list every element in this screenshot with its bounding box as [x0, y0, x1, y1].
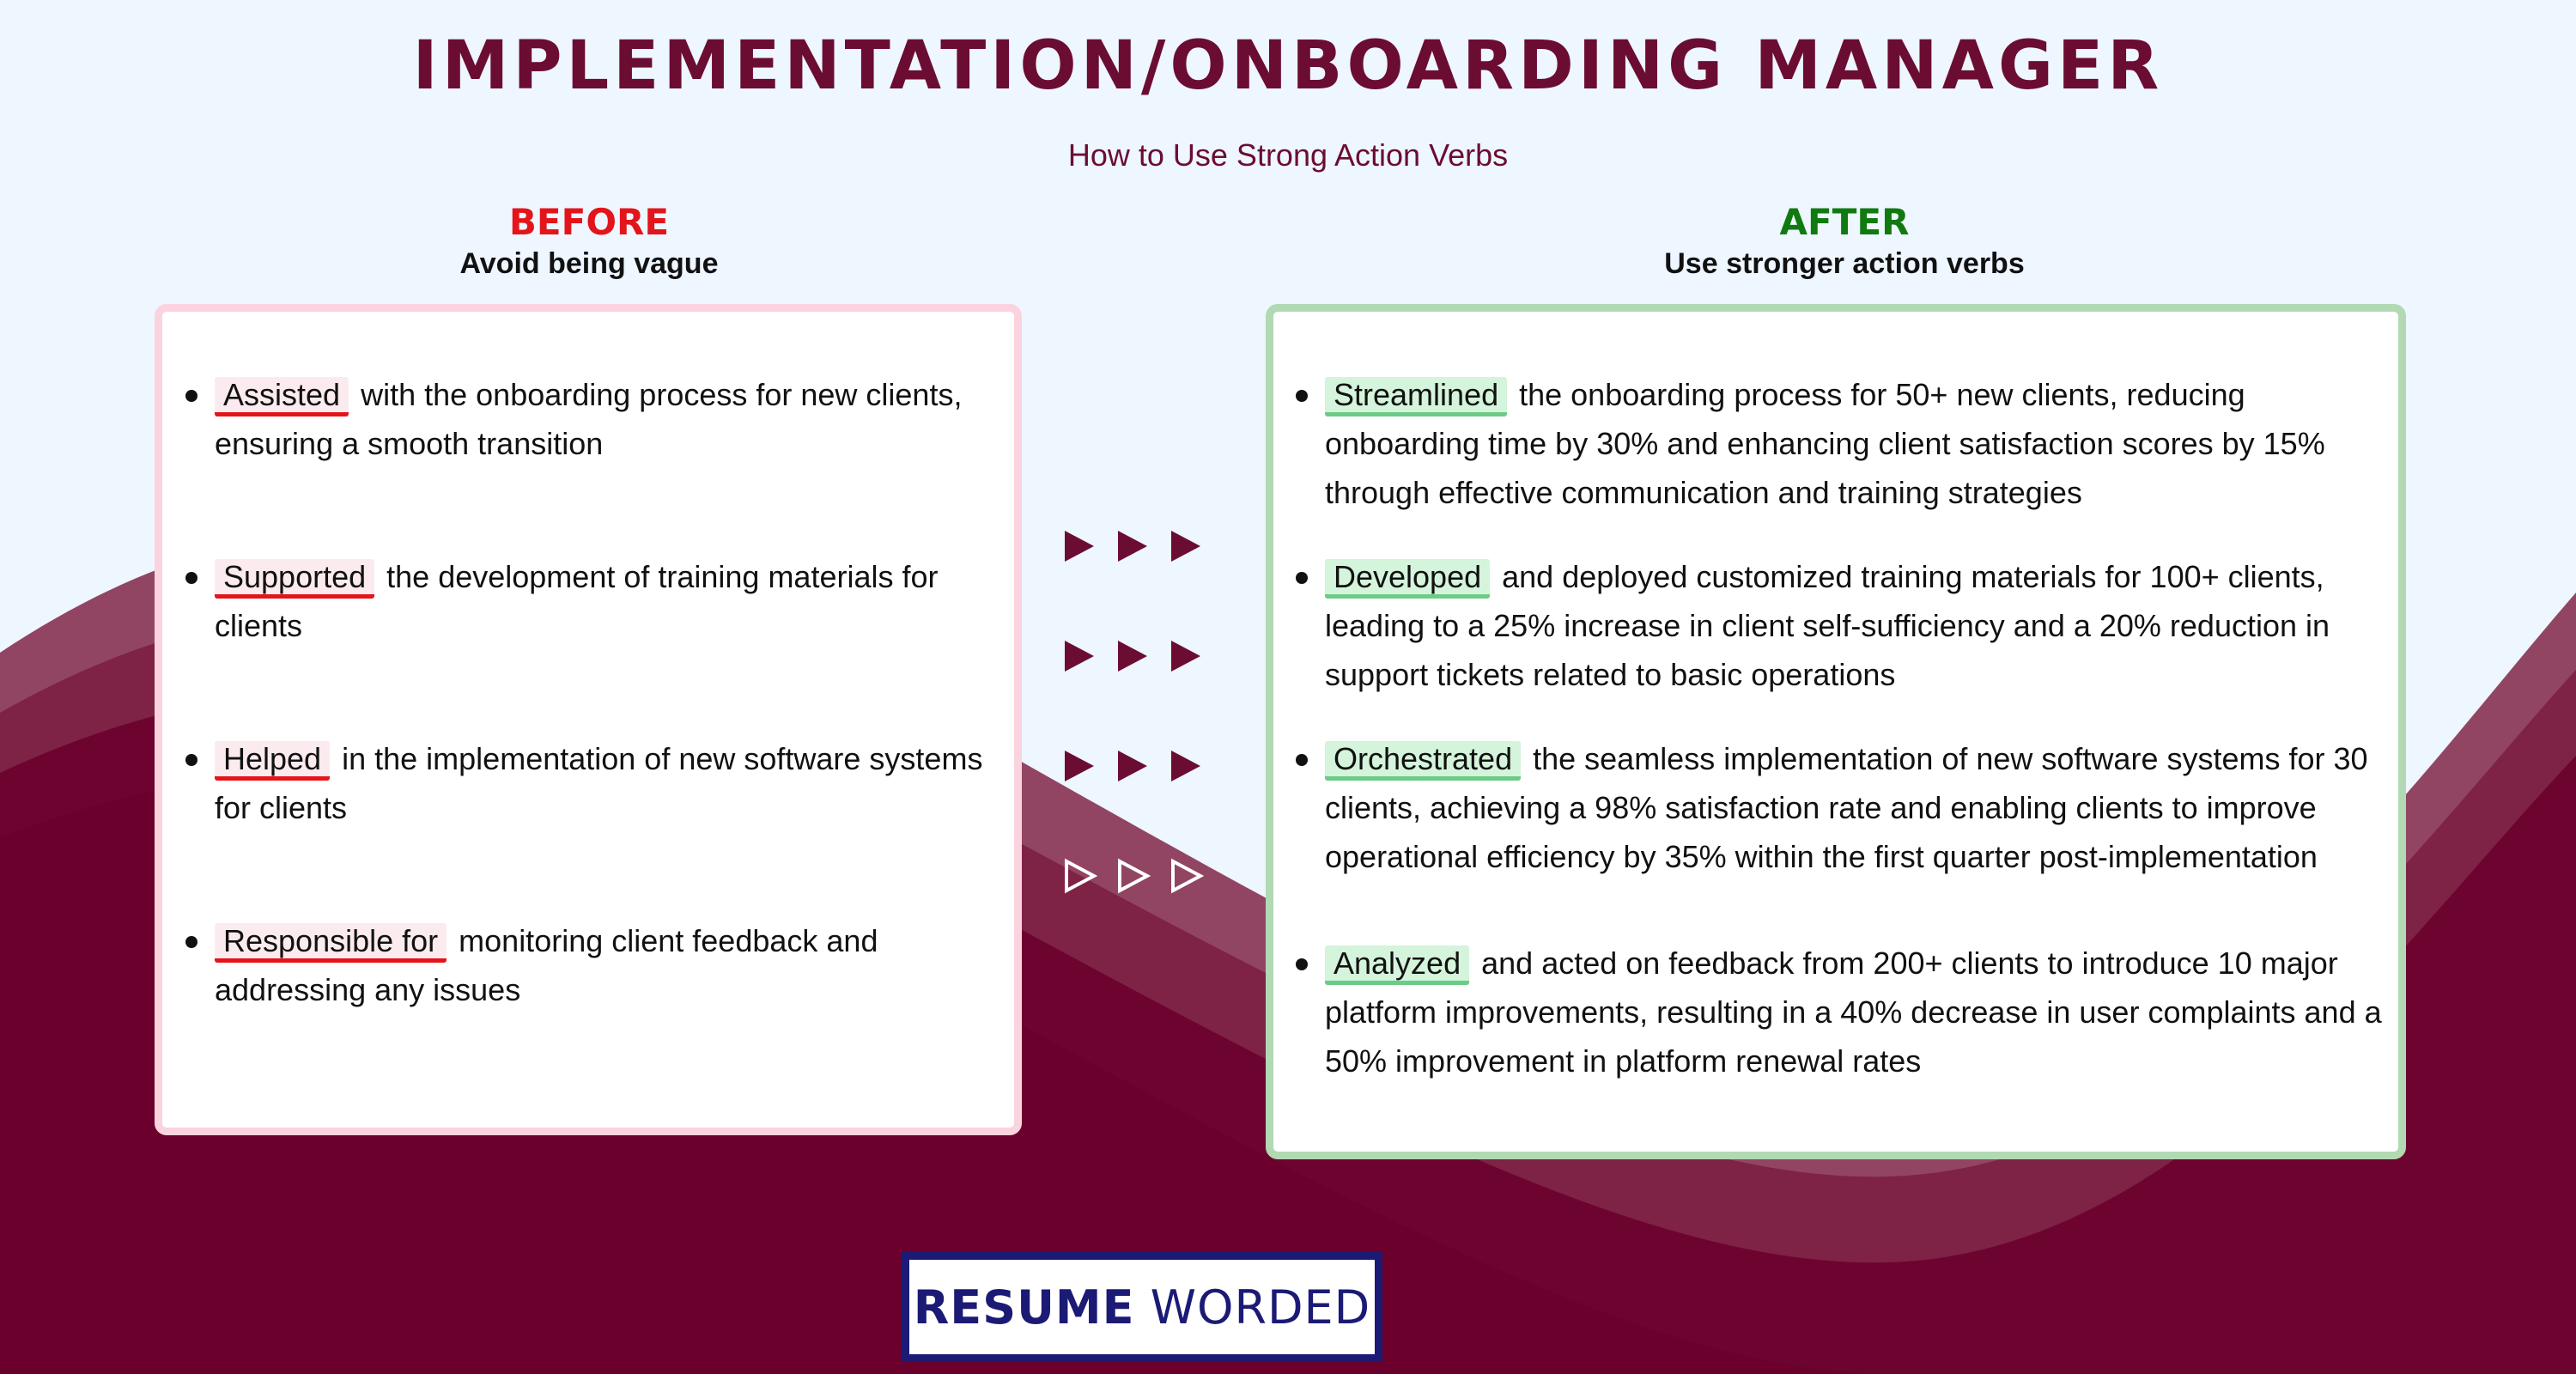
- bullet-dot: [1296, 754, 1308, 766]
- triangle-right-outline-icon: [1120, 861, 1147, 891]
- strong-verb-highlight: Orchestrated: [1325, 741, 1521, 781]
- bullet-dot: [185, 936, 197, 948]
- after-label: AFTER: [1779, 201, 1910, 243]
- bullet-text: [1325, 939, 2386, 1085]
- before-label: BEFORE: [508, 201, 670, 243]
- after-sublabel: Use stronger action verbs: [1664, 247, 2025, 280]
- strong-verb-highlight: Streamlined: [1325, 377, 1507, 416]
- bullet-body: the seamless implementation of new software systems for 30 clients, achieving a 98% satisfaction rate and enabling clients to improve operational efficiency by 35% within the first quarter post-implementation: [1325, 741, 2368, 874]
- after-bullet: [1296, 552, 2386, 699]
- triangle-right-outline-icon: [1173, 861, 1200, 891]
- bullet-text: [215, 734, 1010, 832]
- after-bullet: [1296, 939, 2386, 1085]
- logo-bold-text: RESUME: [913, 1280, 1135, 1334]
- bullet-dot: [1296, 958, 1308, 970]
- after-header: [1269, 201, 2420, 280]
- triangle-right-icon: [1118, 531, 1147, 562]
- bullet-body: and deployed customized training materials for 100+ clients, leading to a 25% increase in client self-sufficiency and a 20% reduction in support tickets related to basic operations: [1325, 559, 2330, 692]
- triangle-right-icon: [1171, 751, 1200, 781]
- triangle-right-icon: [1065, 751, 1094, 781]
- triangle-right-icon: [1171, 531, 1200, 562]
- bullet-body: with the onboarding process for new clients, ensuring a smooth transition: [215, 377, 963, 461]
- arrow-row: [1063, 747, 1221, 785]
- triangle-right-icon: [1065, 531, 1094, 562]
- bullet-text: [1325, 370, 2386, 517]
- arrow-row: [1063, 857, 1221, 895]
- before-bullet: [185, 916, 1010, 1014]
- logo-regular-text: WORDED: [1150, 1280, 1371, 1334]
- resume-worded-logo: [902, 1252, 1382, 1362]
- bullet-text: [215, 370, 1010, 468]
- bullet-dot: [1296, 390, 1308, 402]
- triangle-right-icon: [1065, 641, 1094, 672]
- bullet-body: the development of training materials for clients: [215, 559, 939, 643]
- triangle-right-icon: [1171, 641, 1200, 672]
- bullet-body: and acted on feedback from 200+ clients to introduce 10 major platform improvements, resulting in a 40% decrease in user complaints and a 50% improvement in platform renewal rates: [1325, 945, 2382, 1079]
- bullet-body: monitoring client feedback and addressing any issues: [215, 923, 878, 1007]
- weak-verb-highlight: Helped: [215, 741, 330, 781]
- before-bullet: [185, 734, 1010, 832]
- before-bullet: [185, 370, 1010, 468]
- bullet-text: [1325, 734, 2386, 881]
- bullet-dot: [1296, 572, 1308, 584]
- bullet-text: [215, 916, 1010, 1014]
- bullet-dot: [185, 754, 197, 766]
- before-header: [160, 201, 1018, 280]
- before-sublabel: Avoid being vague: [459, 247, 719, 280]
- page-subtitle: How to Use Strong Action Verbs: [1067, 137, 1509, 173]
- arrow-row: [1063, 527, 1221, 565]
- arrow-row: [1063, 637, 1221, 675]
- bullet-body: the onboarding process for 50+ new clients, reducing onboarding time by 30% and enhancing client satisfaction scores by 15% through effective communication and training strategies: [1325, 377, 2325, 510]
- bullet-text: [215, 552, 1010, 650]
- after-bullet: [1296, 734, 2386, 881]
- triangle-right-outline-icon: [1066, 861, 1094, 891]
- weak-verb-highlight: Supported: [215, 559, 374, 599]
- weak-verb-highlight: Assisted: [215, 377, 349, 416]
- page-title: IMPLEMENTATION/ONBOARDING MANAGER: [412, 27, 2164, 105]
- strong-verb-highlight: Developed: [1325, 559, 1490, 599]
- weak-verb-highlight: Responsible for: [215, 923, 447, 963]
- triangle-right-icon: [1118, 751, 1147, 781]
- bullet-dot: [185, 390, 197, 402]
- strong-verb-highlight: Analyzed: [1325, 945, 1469, 985]
- bullet-text: [1325, 552, 2386, 699]
- triangle-right-icon: [1118, 641, 1147, 672]
- bullet-body: in the implementation of new software systems for clients: [215, 741, 983, 825]
- before-bullet: [185, 552, 1010, 650]
- bullet-dot: [185, 572, 197, 584]
- after-bullet: [1296, 370, 2386, 517]
